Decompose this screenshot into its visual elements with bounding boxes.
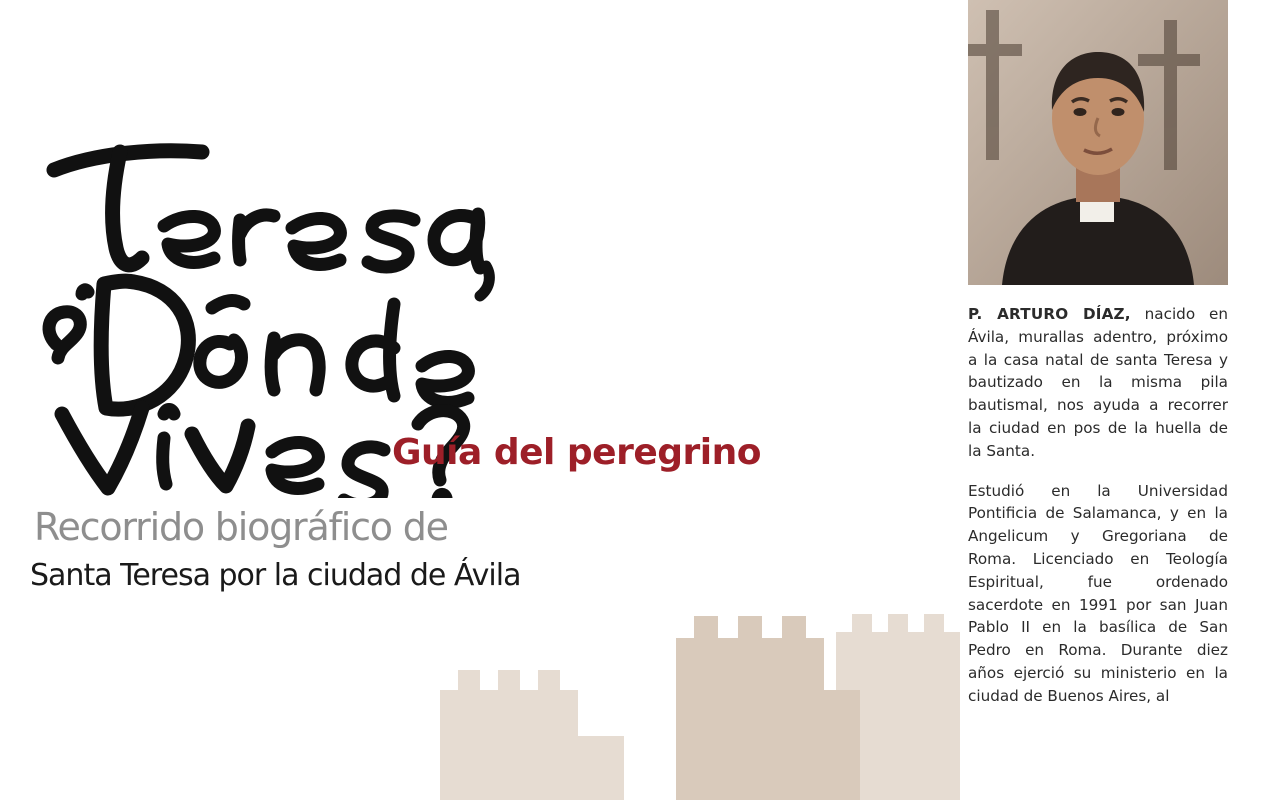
author-portrait-photo: [968, 0, 1228, 285]
subtitle-line-1: Recorrido biográfico de: [34, 505, 448, 549]
author-column: [968, 0, 1280, 800]
author-bio: [968, 303, 1228, 725]
subtitle-line-2: Santa Teresa por la ciudad de Ávila: [30, 558, 521, 593]
bio-paragraph-1: [968, 303, 1228, 463]
bio-text-1: nacido en Ávila, murallas adentro, próximo a la casa natal de santa Teresa y bautizado en la misma pila bautismal, nos ayuda a recorrer la ciudad en pos de la huella de la Santa.: [968, 305, 1229, 460]
bio-paragraph-2: Estudió en la Universidad Pontificia de Salamanca, y en la Angelicum y Gregoriana de Roma. Licenciado en Teología Espiritual, fue ordenado sacerdote en 1991 por san Juan Pablo II en la basílica de San Pedro en Roma. Durante diez años ejerció su ministerio en la ciudad de Buenos Aires, al: [968, 481, 1228, 705]
author-name: P. ARTURO DÍAZ,: [968, 305, 1131, 323]
guide-label: Guía del peregrino: [392, 432, 761, 473]
